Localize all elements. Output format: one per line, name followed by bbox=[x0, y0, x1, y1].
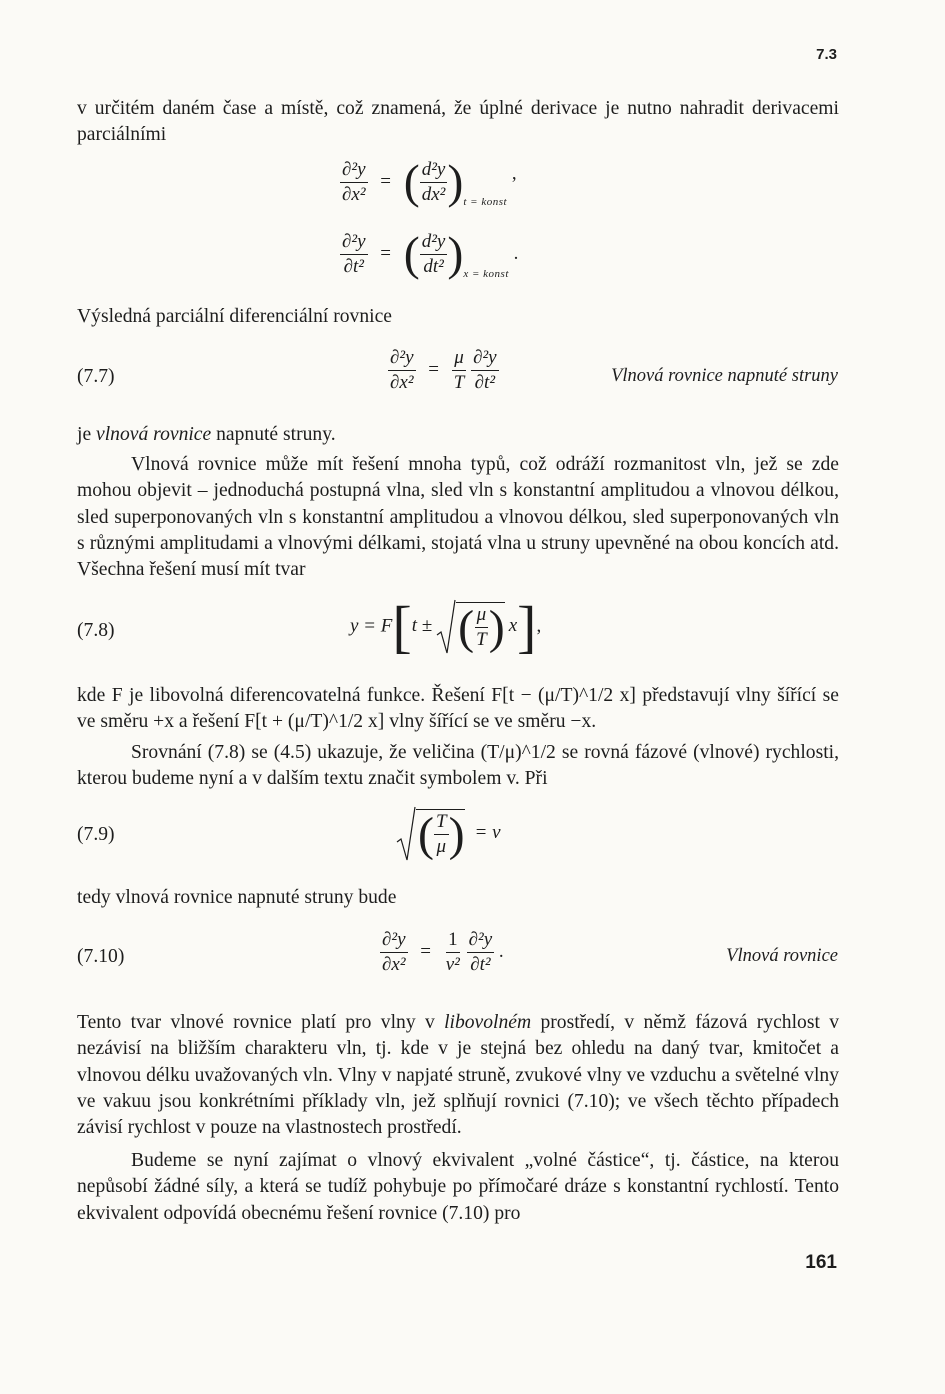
square-root: ( $\frac{T}{\mu}$ ) bbox=[396, 806, 465, 862]
fraction-rhs: $\frac{\text{d²y}}{\text{dt²}}$ bbox=[421, 231, 446, 277]
paragraph-1: v určitém daném čase a místě, což znamená, že úplné derivace je nutno nahradit derivacemi parciálními bbox=[77, 98, 839, 146]
equation-label-7-7: Vlnová rovnice napnuté struny bbox=[611, 366, 838, 386]
paragraph-3: je vlnová rovnice napnuté struny. bbox=[77, 424, 336, 445]
paragraph-7: tedy vlnová rovnice napnuté struny bude bbox=[77, 887, 397, 908]
equation-number-7-10: (7.10) bbox=[77, 946, 125, 967]
equation-number-7-7: (7.7) bbox=[77, 366, 115, 387]
equation-subscript: x = konst bbox=[463, 267, 509, 280]
section-number: 7.3 bbox=[816, 46, 837, 63]
paragraph-6: Srovnání (7.8) se (4.5) ukazuje, že veličina (T/μ)^1/2 se rovná fázové (vlnové) rychlosti, kterou budeme nyní a v dalším textu značit symbolem v. Při bbox=[77, 742, 839, 790]
equation-7-8: y = F[t ± ( $\frac{\mu}{T}$ ) x], bbox=[350, 594, 542, 659]
paragraph-2: Výsledná parciální diferenciální rovnice bbox=[77, 306, 392, 327]
paragraph-4: Vlnová rovnice může mít řešení mnoha typů, což odráží rozmanitost vln, jež se zde mohou objevit – jednoduchá postupná vlna, sled vln s konstantní amplitudou a vlnovou délkou, sled superponovaných vln s konstantní amplitudou a vlnovou délkou, sled superponovaných vln s různými amplitudami a vlnovými délkami, stojatá vlna u struny upevněné na obou koncích atd. Všechna řešení musí mít tvar bbox=[77, 454, 839, 581]
paragraph-8: Tento tvar vlnové rovnice platí pro vlny v libovolném prostředí, v němž fázová rychlost v nezávisí na bližším charakteru vln, tj. kde v je stejná bez ohledu na daný tvar, kmitočet a vlnovou délku uvažovaných vln. Vlny v napjaté struně, zvukové vlny ve vzduchu a světelné vlny ve vakuu jsou konkrétními příklady vln, jež splňují rovnici (7.10); ve všech těchto případech závisí rychlost v pouze na vlastnostech prostředí. bbox=[77, 1012, 840, 1139]
fraction-rhs: $\frac{\text{d²y}}{\text{dx²}}$ bbox=[421, 159, 446, 205]
fraction-lhs: $\frac{\text{∂²y}}{\text{∂x²}}$ bbox=[342, 159, 366, 205]
equation-label-7-10: Vlnová rovnice bbox=[726, 946, 838, 966]
page-number: 161 bbox=[805, 1252, 837, 1273]
equation-subscript: t = konst bbox=[463, 195, 508, 208]
equation-7-9: ( $\frac{T}{\mu}$ ) = v bbox=[396, 806, 501, 862]
equation-partial-x: $\frac{\text{∂²y}}{\text{∂x²}}$ = ( $\frac{\text{d²y}}{\text{dx²}}$ )$_{t = konst}$ , bbox=[342, 155, 517, 209]
equation-number-7-9: (7.9) bbox=[77, 824, 115, 845]
equation-7-10: $\frac{\text{∂²y}}{\text{∂x²}}$ = $\frac{1}{\text{v²}}$ $\frac{\text{∂²y}}{\text{∂t²}}$ . bbox=[382, 929, 504, 975]
fraction-lhs: $\frac{\text{∂²y}}{\text{∂t²}}$ bbox=[342, 231, 366, 277]
equation-number-7-8: (7.8) bbox=[77, 620, 115, 641]
equation-partial-t: $\frac{\text{∂²y}}{\text{∂t²}}$ = ( $\frac{\text{d²y}}{\text{dt²}}$ )$_{x = konst}$ . bbox=[342, 227, 519, 281]
equation-7-7: $\frac{\text{∂²y}}{\text{∂x²}}$ = $\frac{\mu}{T}$ $\frac{\text{∂²y}}{\text{∂t²}}$ bbox=[390, 347, 497, 393]
paragraph-9: Budeme se nyní zajímat o vlnový ekvivalent „volné částice“, tj. částice, na kterou nepůsobí žádné síly, a která se tudíž pohybuje po přímočaré dráze s konstantní rychlostí. Tento ekvivalent odpovídá obecnému řešení rovnice (7.10) pro bbox=[77, 1150, 839, 1224]
paragraph-5: kde F je libovolná diferencovatelná funkce. Řešení F[t − (μ/T)^1/2 x] představují vlny šířící se ve směru +x a řešení F[t + (μ/T)^1/2 x] vlny šířící se ve směru −x. bbox=[77, 685, 839, 733]
square-root: ( $\frac{\mu}{T}$ ) bbox=[436, 599, 505, 655]
